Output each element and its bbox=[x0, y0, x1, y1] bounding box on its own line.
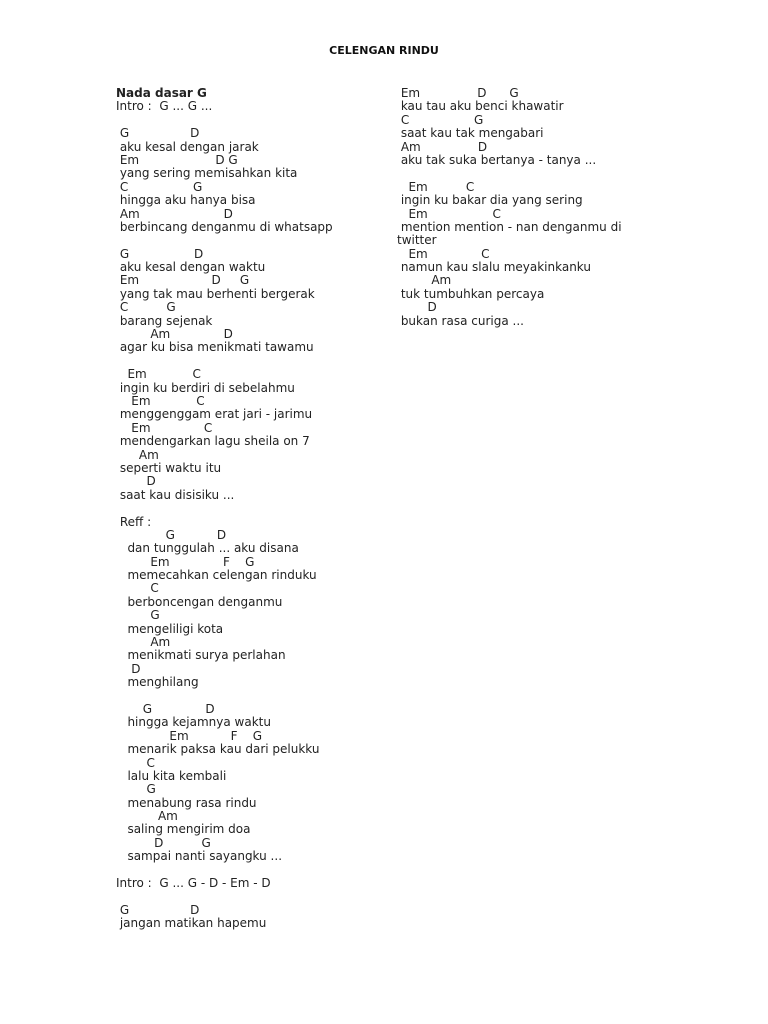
lyric-line: menggenggam erat jari - jarimu bbox=[116, 407, 313, 422]
lyric-line: barang sejenak bbox=[116, 313, 213, 328]
lyric-line: G D bbox=[116, 902, 200, 917]
song-title: CELENGAN RINDU bbox=[329, 44, 439, 57]
lyric-line: Em F G bbox=[116, 554, 255, 569]
lyric-line: Em D G bbox=[116, 152, 238, 167]
lyric-line: aku kesal dengan jarak bbox=[116, 139, 259, 154]
lyric-line: menabung rasa rindu bbox=[116, 795, 257, 810]
lyric-line: tuk tumbuhkan percaya bbox=[397, 286, 545, 301]
left-lyrics-column bbox=[116, 87, 376, 931]
lyric-line: aku tak suka bertanya - tanya ... bbox=[397, 152, 597, 167]
lyric-line: Intro : G ... G ... bbox=[116, 99, 213, 114]
lyric-line: yang sering memisahkan kita bbox=[116, 166, 298, 181]
lyric-line: Intro : G ... G - D - Em - D bbox=[116, 876, 271, 891]
lyric-line: saat kau tak mengabari bbox=[397, 126, 544, 141]
lyric-line: menarik paksa kau dari pelukku bbox=[116, 742, 320, 757]
lyric-line: C G bbox=[116, 300, 176, 315]
lyric-line: Em C bbox=[116, 420, 213, 435]
lyric-line: D G bbox=[116, 835, 211, 850]
lyric-line: saat kau disisiku ... bbox=[116, 487, 235, 502]
lyric-line: Am D bbox=[397, 139, 488, 154]
lyric-line: C bbox=[116, 755, 155, 770]
lyric-line bbox=[116, 114, 376, 127]
lyric-line bbox=[116, 690, 376, 703]
lyric-line: menghilang bbox=[116, 675, 199, 690]
lyric-line: Am bbox=[116, 447, 159, 462]
lyric-line: G D bbox=[116, 246, 204, 261]
lyric-line: Am D bbox=[116, 206, 233, 221]
lyric-line: Em C bbox=[397, 179, 475, 194]
lyric-line: ingin ku bakar dia yang sering bbox=[397, 193, 583, 208]
lyric-line: Em D G bbox=[116, 273, 250, 288]
lyric-line: kau tau aku benci khawatir bbox=[397, 99, 564, 114]
lyric-line: Em C bbox=[397, 206, 501, 221]
lyric-line: sampai nanti sayangku ... bbox=[116, 849, 283, 864]
lyric-line: mendengarkan lagu sheila on 7 bbox=[116, 434, 310, 449]
lyric-line: Nada dasar G bbox=[116, 86, 207, 100]
lyric-line bbox=[116, 864, 376, 877]
lyric-line: hingga kejamnya waktu bbox=[116, 715, 271, 730]
lyric-line: ingin ku berdiri di sebelahmu bbox=[116, 380, 295, 395]
lyric-line bbox=[116, 234, 376, 247]
lyric-line: jangan matikan hapemu bbox=[116, 916, 267, 931]
lyric-line: Em C bbox=[116, 367, 201, 382]
lyric-line bbox=[116, 502, 376, 515]
lyric-line: G D bbox=[116, 527, 227, 542]
lyric-line: D bbox=[397, 300, 437, 315]
lyric-line: G D bbox=[116, 126, 200, 141]
lyric-line: Em C bbox=[116, 393, 205, 408]
lyric-line: twitter bbox=[397, 233, 437, 248]
lyric-line: Em F G bbox=[116, 728, 263, 743]
lyric-line: G bbox=[116, 782, 156, 797]
lyric-line: berbincang denganmu di whatsapp bbox=[116, 219, 333, 234]
lyric-line bbox=[116, 355, 376, 368]
lyric-line: mention mention - nan denganmu di bbox=[397, 219, 622, 234]
lyric-line: Am D bbox=[116, 327, 233, 342]
lyric-line: D bbox=[116, 661, 141, 676]
lyric-line: mengeliligi kota bbox=[116, 621, 224, 636]
lyric-line: lalu kita kembali bbox=[116, 768, 227, 783]
lyric-line: namun kau slalu meyakinkanku bbox=[397, 260, 591, 275]
lyric-line bbox=[397, 167, 647, 180]
lyric-line: dan tunggulah ... aku disana bbox=[116, 541, 299, 556]
lyric-line: C G bbox=[397, 112, 484, 127]
lyric-line: D bbox=[116, 474, 156, 489]
lyric-line: Em C bbox=[397, 246, 490, 261]
lyric-line: C bbox=[116, 581, 159, 596]
lyric-line: Am bbox=[116, 635, 171, 650]
lyric-line: Reff : bbox=[116, 514, 152, 529]
lyric-line: agar ku bisa menikmati tawamu bbox=[116, 340, 314, 355]
lyric-line: G bbox=[116, 608, 160, 623]
lyric-line: Am bbox=[397, 273, 452, 288]
lyric-line: Em D G bbox=[397, 86, 519, 100]
lyric-line: yang tak mau berhenti bergerak bbox=[116, 286, 315, 301]
lyric-line: hingga aku hanya bisa bbox=[116, 193, 256, 208]
lyric-line: saling mengirim doa bbox=[116, 822, 251, 837]
lyric-line: Am bbox=[116, 809, 178, 824]
lyric-line: bukan rasa curiga ... bbox=[397, 313, 524, 328]
lyric-line: menikmati surya perlahan bbox=[116, 648, 286, 663]
lyric-line: memecahkan celengan rinduku bbox=[116, 568, 317, 583]
lyric-line: aku kesal dengan waktu bbox=[116, 260, 266, 275]
lyric-line: berboncengan denganmu bbox=[116, 594, 283, 609]
lyric-line: seperti waktu itu bbox=[116, 460, 222, 475]
lyric-line: C G bbox=[116, 179, 203, 194]
right-lyrics-column bbox=[397, 87, 647, 328]
lyric-line bbox=[116, 890, 376, 903]
lyric-line: G D bbox=[116, 701, 215, 716]
